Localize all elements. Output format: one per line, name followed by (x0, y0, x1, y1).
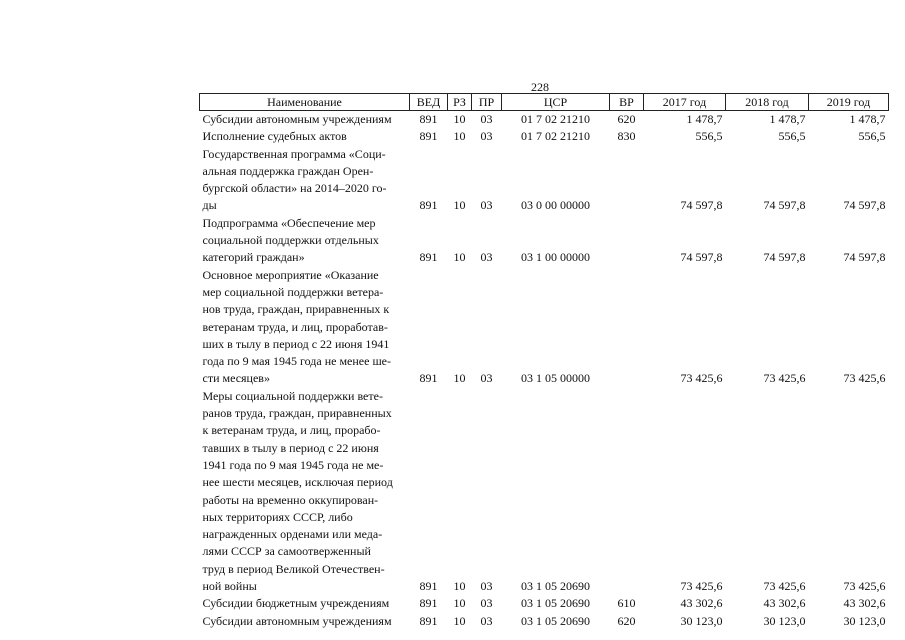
vr-cell (610, 146, 644, 215)
header-2019: 2019 год (809, 94, 889, 111)
table-body (200, 111, 889, 630)
row-name-text: Субсидии бюджетным учреждениям (202, 596, 390, 611)
value-2018-cell: 556,5 (778, 129, 806, 144)
value-2019-cell: 73 425,6 (843, 579, 886, 594)
pr-cell: 03 (480, 613, 493, 628)
value-2018-cell: 74 597,8 (763, 250, 806, 265)
row-name-text: Меры социальной поддержки вете- ранов труда, граждан, приравненных к ветеранам труда, и лиц, прорабо- тавших в тылу в период с 22 июня 1941 года по 9 мая 1945 года не ме- нее шести месяцев, исключая период работы на временно оккупирован- ных территориях СССР, либо награжденных орденами или меда- лями СССР за самоотверженный труд в период Великой Отечествен- ной войны (202, 388, 393, 594)
value-2019-cell: 43 302,6 (843, 596, 886, 611)
value-2019-cell: 74 597,8 (843, 198, 886, 213)
table-header-row (200, 94, 889, 111)
pr-cell: 03 (480, 579, 493, 594)
header-2017: 2017 год (644, 94, 726, 111)
table-row (200, 613, 889, 630)
csr-cell: 03 1 05 20690 (521, 613, 590, 628)
name-cell (200, 595, 410, 612)
value-2018-cell: 74 597,8 (763, 198, 806, 213)
ved-cell: 891 (419, 371, 438, 386)
table-row (200, 128, 889, 145)
vr-cell: 610 (617, 596, 636, 611)
rz-cell: 10 (453, 198, 466, 213)
name-cell (200, 146, 410, 215)
value-2017-cell: 556,5 (695, 129, 723, 144)
header-rz: РЗ (448, 94, 472, 111)
name-cell (200, 128, 410, 145)
value-2019-cell: 30 123,0 (843, 613, 886, 628)
name-cell (200, 215, 410, 267)
vr-cell (610, 267, 644, 388)
csr-cell: 03 0 00 00000 (521, 198, 590, 213)
value-2018-cell: 43 302,6 (763, 596, 806, 611)
vr-cell: 830 (617, 129, 636, 144)
rz-cell: 10 (453, 250, 466, 265)
value-2018-cell: 73 425,6 (763, 371, 806, 386)
ved-cell: 891 (419, 579, 438, 594)
value-2017-cell: 73 425,6 (680, 579, 723, 594)
row-name-text: Субсидии автономным учреждениям (202, 613, 392, 628)
table-row (200, 215, 889, 267)
pr-cell: 03 (480, 129, 493, 144)
value-2018-cell: 30 123,0 (763, 613, 806, 628)
name-cell (200, 111, 410, 129)
rz-cell: 10 (453, 112, 466, 126)
ved-cell: 891 (419, 596, 438, 611)
rz-cell: 10 (453, 371, 466, 386)
csr-cell: 01 7 02 21210 (521, 129, 590, 144)
name-cell (200, 613, 410, 630)
header-pr: ПР (472, 94, 502, 111)
budget-table (199, 93, 889, 630)
table-row (200, 267, 889, 388)
row-name-text: Основное мероприятие «Оказание мер социальной поддержки ветера- нов труда, граждан, приравненных к ветеранам труда, и лиц, проработав- ших в тылу в период с 22 июня 1941 года по 9 мая 1945 года не менее ше- сти месяцев» (202, 267, 392, 386)
table-row (200, 146, 889, 215)
rz-cell: 10 (453, 613, 466, 628)
pr-cell: 03 (480, 371, 493, 386)
name-cell (200, 388, 410, 596)
ved-cell: 891 (419, 198, 438, 213)
row-name-text: Подпрограмма «Обеспечение мер социальной поддержки отдельных категорий граждан» (202, 215, 379, 265)
value-2019-cell: 73 425,6 (843, 371, 886, 386)
value-2017-cell: 1 478,7 (686, 112, 723, 126)
pr-cell: 03 (480, 250, 493, 265)
value-2017-cell: 30 123,0 (680, 613, 723, 628)
vr-cell: 620 (617, 112, 636, 126)
value-2018-cell: 73 425,6 (763, 579, 806, 594)
csr-cell: 03 1 00 00000 (521, 250, 590, 265)
rz-cell: 10 (453, 129, 466, 144)
table-row (200, 388, 889, 596)
value-2017-cell: 74 597,8 (680, 198, 723, 213)
vr-cell: 620 (617, 613, 636, 628)
value-2019-cell: 74 597,8 (843, 250, 886, 265)
pr-cell: 03 (480, 596, 493, 611)
value-2019-cell: 556,5 (858, 129, 886, 144)
csr-cell: 03 1 05 20690 (521, 579, 590, 594)
page-number: 228 (531, 80, 549, 94)
table-row (200, 111, 889, 129)
value-2017-cell: 43 302,6 (680, 596, 723, 611)
value-2018-cell: 1 478,7 (769, 112, 806, 126)
row-name-text: Государственная программа «Соци- альная поддержка граждан Орен- бургской области» на 2014–2020 го- ды (202, 146, 387, 213)
row-name-text: Исполнение судебных актов (202, 129, 347, 144)
csr-cell: 03 1 05 00000 (521, 371, 590, 386)
ved-cell: 891 (419, 129, 438, 144)
vr-cell (610, 388, 644, 596)
pr-cell: 03 (480, 198, 493, 213)
rz-cell: 10 (453, 596, 466, 611)
vr-cell (610, 215, 644, 267)
ved-cell: 891 (419, 613, 438, 628)
csr-cell: 01 7 02 21210 (521, 112, 590, 126)
header-vr: ВР (610, 94, 644, 111)
name-cell (200, 267, 410, 388)
ved-cell: 891 (419, 250, 438, 265)
header-csr: ЦСР (502, 94, 610, 111)
value-2017-cell: 74 597,8 (680, 250, 723, 265)
header-ved: ВЕД (410, 94, 448, 111)
table-row (200, 595, 889, 612)
pr-cell: 03 (480, 112, 493, 126)
header-2018: 2018 год (726, 94, 809, 111)
csr-cell: 03 1 05 20690 (521, 596, 590, 611)
header-name: Наименование (200, 94, 410, 111)
value-2019-cell: 1 478,7 (849, 112, 886, 126)
row-name-text: Субсидии автономным учреждениям (202, 112, 392, 126)
rz-cell: 10 (453, 579, 466, 594)
ved-cell: 891 (419, 112, 438, 126)
value-2017-cell: 73 425,6 (680, 371, 723, 386)
